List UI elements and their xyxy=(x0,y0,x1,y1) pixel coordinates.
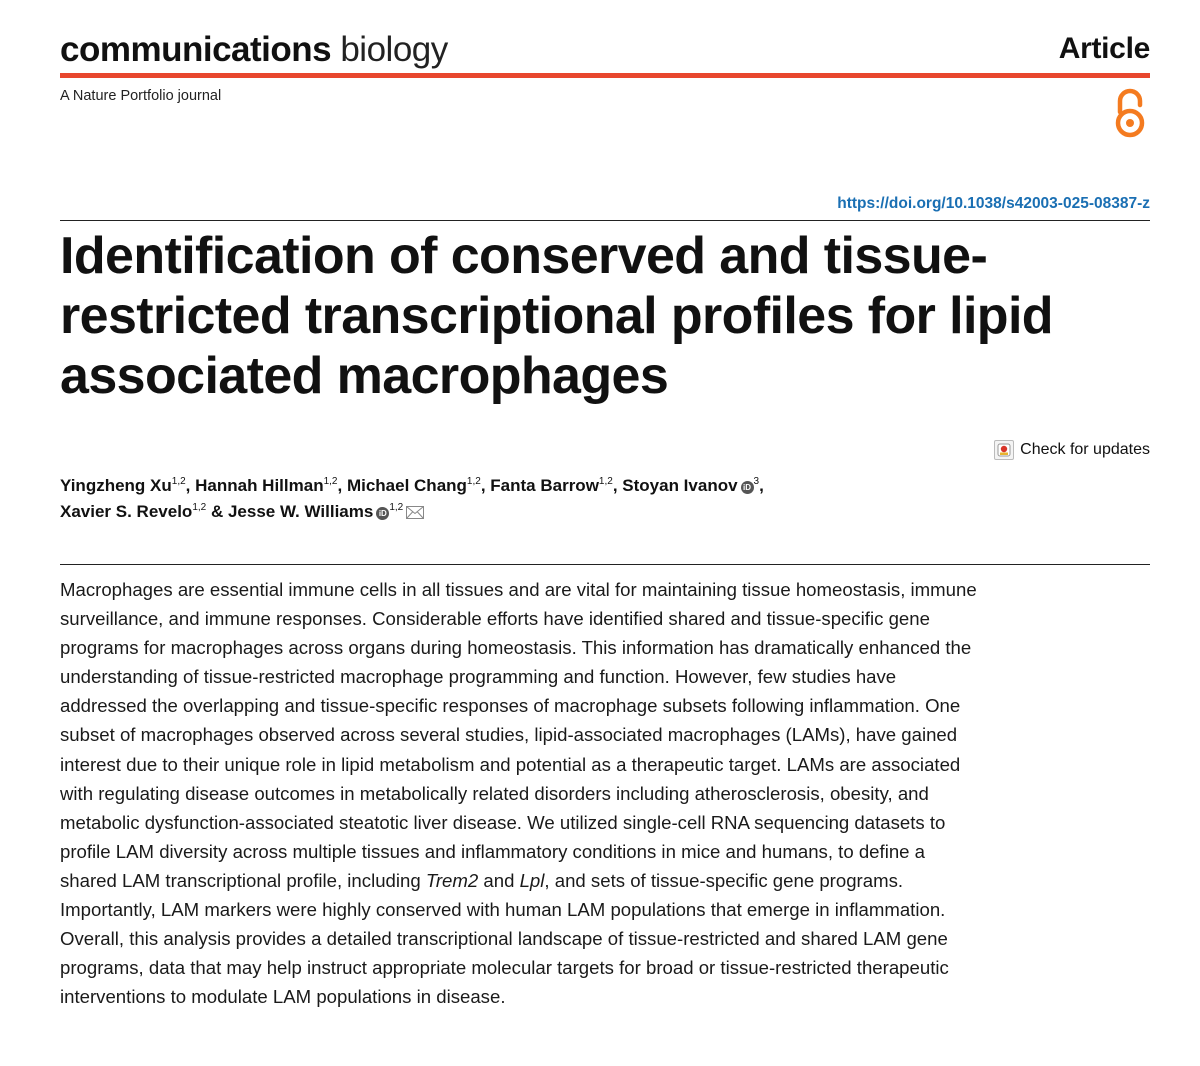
author-affiliation: 1,2 xyxy=(466,476,481,487)
orcid-icon[interactable]: iD xyxy=(376,507,389,520)
gene-name: Trem2 xyxy=(425,869,479,891)
portfolio-subtitle: A Nature Portfolio journal xyxy=(60,88,222,104)
author-affiliation: 1,2 xyxy=(389,502,404,513)
journal-name-light: biology xyxy=(331,30,448,69)
article-type-label: Article xyxy=(1058,32,1150,65)
abstract-divider xyxy=(60,564,1150,565)
author-name[interactable]: Fanta Barrow xyxy=(490,476,599,495)
author-name[interactable]: Yingzheng Xu xyxy=(60,476,172,495)
check-for-updates-label: Check for updates xyxy=(1020,441,1150,458)
author-name[interactable]: Hannah Hillman xyxy=(195,476,324,495)
check-for-updates-button[interactable] xyxy=(994,438,1150,462)
journal-header xyxy=(60,26,1150,72)
author-separator: , xyxy=(612,476,623,495)
author-name[interactable]: Jesse W. Williams xyxy=(227,502,374,521)
author-affiliation: 1,2 xyxy=(598,476,613,487)
author-affiliation: 3 xyxy=(753,476,760,487)
doi-divider xyxy=(60,220,1150,221)
article-title: Identification of conserved and tissue-restricted transcriptional profiles for lipid associated macrophages xyxy=(60,227,1053,405)
author-name[interactable]: Xavier S. Revelo xyxy=(60,502,193,521)
orcid-icon[interactable]: iD xyxy=(741,481,754,494)
abstract-paragraph xyxy=(60,575,980,1011)
author-list xyxy=(60,473,1150,525)
author-affiliation: 1,2 xyxy=(323,476,338,487)
journal-name[interactable] xyxy=(60,30,448,70)
author-affiliation: 1,2 xyxy=(171,476,186,487)
header-accent-bar xyxy=(60,73,1150,78)
abstract-text: and xyxy=(478,869,520,891)
author-separator: , xyxy=(480,476,491,495)
journal-name-bold: communications xyxy=(60,30,332,69)
author-separator: , xyxy=(759,476,764,495)
author-separator: , xyxy=(337,476,347,495)
abstract-text: Macrophages are essential immune cells in all tissues and are vital for maintaining tissue homeostasis, immune surveillance, and immune responses. Considerable efforts have identified shared and tissue-specific gene programs for macrophages across organs during homeostasis. This information has dramatically enhanced the understanding of tissue-restricted macrophage programming and function. However, few studies have addressed the overlapping and tissue-specific responses of macrophage subsets following inflammation. One subset of macrophages observed across several studies, lipid-associated macrophages (LAMs), have gained interest due to their unique role in lipid metabolism and potential as a therapeutic target. LAMs are associated with regulating disease outcomes in metabolically related disorders including atherosclerosis, obesity, and metabolic dysfunction-associated steatotic liver disease. We utilized single-cell RNA sequencing datasets to profile LAM diversity across multiple tissues and inflammatory conditions in mice and humans, to define a shared LAM transcriptional profile, including xyxy=(60,579,977,891)
article-page xyxy=(60,0,1150,1066)
author-separator: & xyxy=(206,502,228,521)
crossmark-icon xyxy=(994,440,1014,460)
abstract-text: , and sets of tissue-specific gene programs. Importantly, LAM markers were highly conserved with human LAM populations that emerge in inflammation. Overall, this analysis provides a detailed transcriptional landscape of tissue-restricted and shared LAM gene programs, data that may help instruct appropriate molecular targets for broad or tissue-restricted therapeutic interventions to modulate LAM populations in disease. xyxy=(60,869,949,1008)
author-separator: , xyxy=(185,476,196,495)
author-name[interactable]: Michael Chang xyxy=(346,476,467,495)
doi-link[interactable]: https://doi.org/10.1038/s42003-025-08387-z xyxy=(837,195,1150,212)
open-access-icon xyxy=(1110,86,1150,140)
email-icon[interactable] xyxy=(406,506,424,519)
author-affiliation: 1,2 xyxy=(192,502,207,513)
author-name[interactable]: Stoyan Ivanov xyxy=(622,476,738,495)
gene-name: Lpl xyxy=(519,869,545,891)
